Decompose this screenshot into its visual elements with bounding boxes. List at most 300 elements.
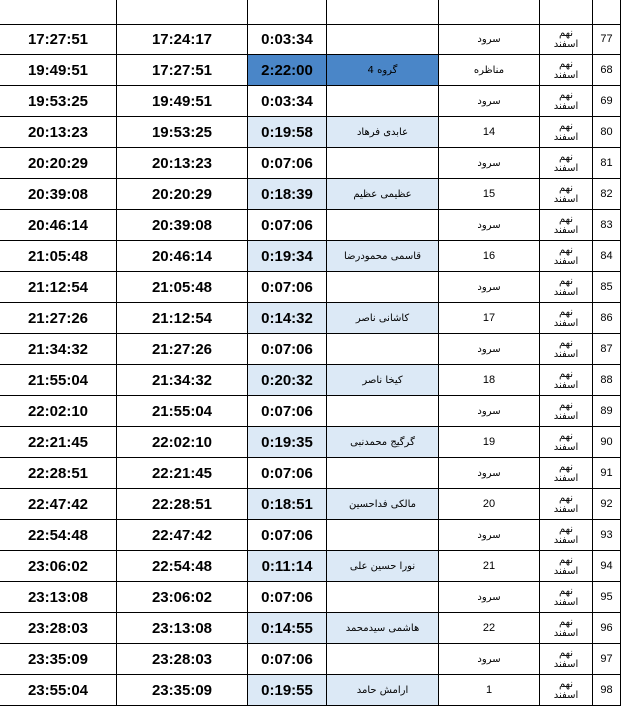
row-number-cell — [593, 272, 621, 303]
table-row — [0, 334, 640, 365]
table-row — [0, 303, 640, 334]
type-cell-text: سرود — [477, 157, 501, 169]
type-cell-text: سرود — [477, 343, 501, 355]
table-row — [0, 458, 640, 489]
end-time-cell — [0, 644, 117, 675]
duration-cell-text: 0:07:06 — [261, 650, 313, 668]
start-time-cell-text: 17:24:17 — [151, 30, 213, 48]
type-cell-text: 22 — [482, 622, 496, 634]
duration-cell — [248, 489, 327, 520]
row-number-cell — [593, 210, 621, 241]
start-time-cell-text: 23:06:02 — [151, 588, 213, 606]
day-cell — [540, 86, 593, 117]
row-number-cell-text: 77 — [600, 33, 613, 45]
day-top-text: نهم — [558, 152, 574, 163]
start-time-cell — [117, 551, 248, 582]
row-number-cell — [593, 551, 621, 582]
start-time-cell-text: 21:34:32 — [151, 371, 213, 389]
duration-cell — [248, 644, 327, 675]
start-time-cell-text: 21:12:54 — [151, 309, 213, 327]
day-top-text: نهم — [558, 679, 574, 690]
start-time-cell — [117, 55, 248, 86]
end-time-cell — [0, 613, 117, 644]
end-time-cell — [0, 675, 117, 706]
start-time-cell-text: 23:28:03 — [151, 650, 213, 668]
table-row — [0, 427, 640, 458]
type-cell — [439, 396, 540, 427]
row-number-cell-text: 91 — [600, 467, 613, 479]
end-time-cell-text: 22:47:42 — [27, 495, 89, 513]
start-time-cell — [117, 458, 248, 489]
end-time-cell-text: 23:28:03 — [27, 619, 89, 637]
end-time-cell — [0, 272, 117, 303]
day-cell — [540, 148, 593, 179]
duration-cell — [248, 427, 327, 458]
column-divider — [438, 0, 439, 24]
type-cell-text: 15 — [482, 188, 496, 200]
type-cell — [439, 86, 540, 117]
day-top-text: نهم — [558, 276, 574, 287]
day-bottom-text: اسفند — [553, 566, 579, 577]
type-cell-text: 17 — [482, 312, 496, 324]
type-cell — [439, 520, 540, 551]
start-time-cell-text: 20:46:14 — [151, 247, 213, 265]
row-number-cell — [593, 24, 621, 55]
duration-cell — [248, 303, 327, 334]
end-time-cell — [0, 24, 117, 55]
row-number-cell — [593, 86, 621, 117]
row-number-cell-text: 93 — [600, 529, 613, 541]
start-time-cell-text: 23:35:09 — [151, 681, 213, 699]
day-cell — [540, 303, 593, 334]
start-time-cell-text: 21:27:26 — [151, 340, 213, 358]
day-bottom-text: اسفند — [553, 194, 579, 205]
duration-cell — [248, 365, 327, 396]
row-number-cell-text: 89 — [600, 405, 613, 417]
row-number-cell-text: 87 — [600, 343, 613, 355]
end-time-cell — [0, 55, 117, 86]
table-row — [0, 210, 640, 241]
end-time-cell — [0, 582, 117, 613]
end-time-cell-text: 19:49:51 — [27, 61, 89, 79]
type-cell-text: سرود — [477, 219, 501, 231]
start-time-cell-text: 19:49:51 — [151, 92, 213, 110]
day-cell — [540, 55, 593, 86]
name-cell-text: گروه 4 — [367, 64, 398, 76]
duration-cell — [248, 210, 327, 241]
row-number-cell — [593, 365, 621, 396]
start-time-cell-text: 22:21:45 — [151, 464, 213, 482]
day-bottom-text: اسفند — [553, 597, 579, 608]
type-cell — [439, 272, 540, 303]
end-time-cell-text: 19:53:25 — [27, 92, 89, 110]
name-cell — [327, 210, 439, 241]
row-number-cell-text: 95 — [600, 591, 613, 603]
end-time-cell — [0, 179, 117, 210]
day-top-text: نهم — [558, 121, 574, 132]
duration-cell-text: 2:22:00 — [261, 61, 313, 79]
end-time-cell — [0, 365, 117, 396]
end-time-cell-text: 22:28:51 — [27, 464, 89, 482]
duration-cell — [248, 551, 327, 582]
start-time-cell — [117, 675, 248, 706]
row-number-cell — [593, 427, 621, 458]
start-time-cell — [117, 334, 248, 365]
duration-cell — [248, 520, 327, 551]
end-time-cell — [0, 427, 117, 458]
start-time-cell — [117, 365, 248, 396]
name-cell — [327, 365, 439, 396]
row-number-cell-text: 85 — [600, 281, 613, 293]
table-row — [0, 613, 640, 644]
end-time-cell-text: 21:12:54 — [27, 278, 89, 296]
day-top-text: نهم — [558, 524, 574, 535]
end-time-cell — [0, 148, 117, 179]
day-cell — [540, 582, 593, 613]
name-cell-text: گرگیج محمدنبی — [350, 436, 415, 448]
name-cell — [327, 241, 439, 272]
name-cell — [327, 613, 439, 644]
start-time-cell-text: 20:39:08 — [151, 216, 213, 234]
name-cell-text: کیخا ناصر — [362, 374, 403, 386]
name-cell-text: قاسمی محمودرضا — [343, 250, 422, 262]
row-number-cell — [593, 179, 621, 210]
table-row — [0, 489, 640, 520]
duration-cell — [248, 117, 327, 148]
day-cell — [540, 644, 593, 675]
day-top-text: نهم — [558, 431, 574, 442]
duration-cell-text: 0:07:06 — [261, 526, 313, 544]
name-cell — [327, 24, 439, 55]
type-cell-text: 20 — [482, 498, 496, 510]
day-cell — [540, 458, 593, 489]
end-time-cell — [0, 241, 117, 272]
duration-cell — [248, 241, 327, 272]
table-row — [0, 179, 640, 210]
name-cell — [327, 272, 439, 303]
type-cell — [439, 179, 540, 210]
day-bottom-text: اسفند — [553, 690, 579, 701]
day-top-text: نهم — [558, 90, 574, 101]
duration-cell-text: 0:19:35 — [261, 433, 313, 451]
name-cell-text: عظیمی عظیم — [353, 188, 412, 200]
type-cell — [439, 458, 540, 489]
name-cell-text: مالکی فداحسین — [348, 498, 417, 510]
day-cell — [540, 396, 593, 427]
column-divider — [247, 0, 248, 24]
day-bottom-text: اسفند — [553, 39, 579, 50]
duration-cell-text: 0:11:14 — [261, 557, 313, 575]
day-cell — [540, 427, 593, 458]
row-number-cell-text: 97 — [600, 653, 613, 665]
name-cell — [327, 117, 439, 148]
end-time-cell-text: 23:35:09 — [27, 650, 89, 668]
end-time-cell — [0, 458, 117, 489]
end-time-cell — [0, 334, 117, 365]
day-bottom-text: اسفند — [553, 659, 579, 670]
row-number-cell-text: 90 — [600, 436, 613, 448]
start-time-cell — [117, 179, 248, 210]
end-time-cell — [0, 551, 117, 582]
name-cell — [327, 55, 439, 86]
end-time-cell-text: 20:20:29 — [27, 154, 89, 172]
table-row — [0, 644, 640, 675]
row-number-cell — [593, 334, 621, 365]
duration-cell — [248, 396, 327, 427]
day-cell — [540, 24, 593, 55]
end-time-cell — [0, 520, 117, 551]
start-time-cell — [117, 117, 248, 148]
end-time-cell — [0, 489, 117, 520]
type-cell — [439, 241, 540, 272]
row-number-cell-text: 94 — [600, 560, 613, 572]
row-number-cell — [593, 489, 621, 520]
end-time-cell-text: 23:55:04 — [27, 681, 89, 699]
row-number-cell — [593, 644, 621, 675]
day-bottom-text: اسفند — [553, 411, 579, 422]
row-number-cell — [593, 520, 621, 551]
duration-cell-text: 0:18:51 — [261, 495, 313, 513]
day-top-text: نهم — [558, 28, 574, 39]
end-time-cell — [0, 117, 117, 148]
type-cell-text: مناظره — [473, 64, 505, 76]
start-time-cell — [117, 489, 248, 520]
start-time-cell — [117, 582, 248, 613]
day-bottom-text: اسفند — [553, 442, 579, 453]
duration-cell — [248, 272, 327, 303]
duration-cell — [248, 55, 327, 86]
name-cell-text: کاشانی ناصر — [355, 312, 410, 324]
day-top-text: نهم — [558, 369, 574, 380]
start-time-cell — [117, 272, 248, 303]
table-row — [0, 86, 640, 117]
table-row — [0, 241, 640, 272]
day-top-text: نهم — [558, 648, 574, 659]
name-cell — [327, 334, 439, 365]
day-bottom-text: اسفند — [553, 70, 579, 81]
end-time-cell-text: 20:39:08 — [27, 185, 89, 203]
duration-cell — [248, 458, 327, 489]
duration-cell-text: 0:07:06 — [261, 402, 313, 420]
start-time-cell-text: 17:27:51 — [151, 61, 213, 79]
day-bottom-text: اسفند — [553, 349, 579, 360]
name-cell — [327, 644, 439, 675]
day-top-text: نهم — [558, 586, 574, 597]
duration-cell-text: 0:14:55 — [261, 619, 313, 637]
end-time-cell-text: 21:55:04 — [27, 371, 89, 389]
day-bottom-text: اسفند — [553, 628, 579, 639]
type-cell — [439, 117, 540, 148]
row-number-cell-text: 96 — [600, 622, 613, 634]
day-cell — [540, 365, 593, 396]
start-time-cell — [117, 210, 248, 241]
end-time-cell-text: 21:27:26 — [27, 309, 89, 327]
row-number-cell-text: 98 — [600, 684, 613, 696]
row-number-cell-text: 80 — [600, 126, 613, 138]
day-top-text: نهم — [558, 307, 574, 318]
duration-cell — [248, 582, 327, 613]
duration-cell-text: 0:07:06 — [261, 216, 313, 234]
row-number-cell — [593, 396, 621, 427]
name-cell — [327, 675, 439, 706]
row-number-cell-text: 88 — [600, 374, 613, 386]
type-cell — [439, 427, 540, 458]
type-cell — [439, 334, 540, 365]
type-cell-text: سرود — [477, 591, 501, 603]
day-bottom-text: اسفند — [553, 380, 579, 391]
end-time-cell — [0, 86, 117, 117]
day-cell — [540, 210, 593, 241]
type-cell-text: سرود — [477, 653, 501, 665]
type-cell — [439, 582, 540, 613]
name-cell — [327, 148, 439, 179]
duration-cell-text: 0:20:32 — [261, 371, 313, 389]
type-cell — [439, 365, 540, 396]
start-time-cell-text: 21:55:04 — [151, 402, 213, 420]
end-time-cell-text: 21:34:32 — [27, 340, 89, 358]
type-cell — [439, 303, 540, 334]
start-time-cell — [117, 86, 248, 117]
day-cell — [540, 675, 593, 706]
start-time-cell-text: 20:13:23 — [151, 154, 213, 172]
type-cell-text: 16 — [482, 250, 496, 262]
type-cell-text: سرود — [477, 95, 501, 107]
day-top-text: نهم — [558, 400, 574, 411]
duration-cell-text: 0:07:06 — [261, 588, 313, 606]
start-time-cell-text: 19:53:25 — [151, 123, 213, 141]
duration-cell — [248, 675, 327, 706]
type-cell — [439, 613, 540, 644]
row-number-cell-text: 84 — [600, 250, 613, 262]
day-bottom-text: اسفند — [553, 132, 579, 143]
row-number-cell — [593, 148, 621, 179]
day-cell — [540, 551, 593, 582]
row-number-cell-text: 86 — [600, 312, 613, 324]
name-cell — [327, 458, 439, 489]
end-time-cell-text: 23:13:08 — [27, 588, 89, 606]
name-cell — [327, 396, 439, 427]
name-cell — [327, 303, 439, 334]
day-bottom-text: اسفند — [553, 535, 579, 546]
day-cell — [540, 272, 593, 303]
row-number-cell-text: 68 — [600, 64, 613, 76]
duration-cell — [248, 24, 327, 55]
table-row — [0, 520, 640, 551]
column-divider — [326, 0, 327, 24]
day-top-text: نهم — [558, 617, 574, 628]
type-cell-text: سرود — [477, 33, 501, 45]
day-cell — [540, 613, 593, 644]
start-time-cell-text: 22:28:51 — [151, 495, 213, 513]
table-row — [0, 582, 640, 613]
day-bottom-text: اسفند — [553, 318, 579, 329]
day-bottom-text: اسفند — [553, 225, 579, 236]
type-cell — [439, 489, 540, 520]
table-row — [0, 24, 640, 55]
name-cell — [327, 551, 439, 582]
name-cell-text: هاشمی سیدمحمد — [345, 622, 420, 634]
day-top-text: نهم — [558, 183, 574, 194]
type-cell — [439, 148, 540, 179]
day-bottom-text: اسفند — [553, 504, 579, 515]
column-divider — [539, 0, 540, 24]
day-cell — [540, 241, 593, 272]
start-time-cell-text: 22:47:42 — [151, 526, 213, 544]
day-bottom-text: اسفند — [553, 101, 579, 112]
name-cell — [327, 427, 439, 458]
type-cell-text: 1 — [485, 684, 493, 696]
duration-cell-text: 0:03:34 — [261, 30, 313, 48]
day-top-text: نهم — [558, 338, 574, 349]
duration-cell-text: 0:14:32 — [261, 309, 313, 327]
day-bottom-text: اسفند — [553, 256, 579, 267]
row-number-cell-text: 83 — [600, 219, 613, 231]
start-time-cell-text: 23:13:08 — [151, 619, 213, 637]
type-cell-text: 19 — [482, 436, 496, 448]
duration-cell — [248, 334, 327, 365]
type-cell — [439, 644, 540, 675]
start-time-cell — [117, 644, 248, 675]
type-cell-text: سرود — [477, 405, 501, 417]
table-row — [0, 272, 640, 303]
duration-cell-text: 0:19:58 — [261, 123, 313, 141]
duration-cell-text: 0:19:55 — [261, 681, 313, 699]
table-row — [0, 396, 640, 427]
type-cell — [439, 210, 540, 241]
day-bottom-text: اسفند — [553, 163, 579, 174]
end-time-cell — [0, 303, 117, 334]
day-cell — [540, 334, 593, 365]
column-divider — [116, 0, 117, 24]
start-time-cell — [117, 613, 248, 644]
column-divider — [592, 0, 593, 24]
row-number-cell — [593, 241, 621, 272]
day-top-text: نهم — [558, 462, 574, 473]
start-time-cell — [117, 396, 248, 427]
row-number-cell-text: 92 — [600, 498, 613, 510]
column-divider — [620, 0, 621, 24]
name-cell — [327, 179, 439, 210]
day-bottom-text: اسفند — [553, 287, 579, 298]
duration-cell — [248, 613, 327, 644]
row-number-cell-text: 81 — [600, 157, 613, 169]
row-number-cell — [593, 303, 621, 334]
table-row — [0, 117, 640, 148]
day-cell — [540, 489, 593, 520]
start-time-cell-text: 20:20:29 — [151, 185, 213, 203]
end-time-cell-text: 22:02:10 — [27, 402, 89, 420]
end-time-cell-text: 20:46:14 — [27, 216, 89, 234]
type-cell — [439, 55, 540, 86]
row-number-cell — [593, 675, 621, 706]
end-time-cell-text: 20:13:23 — [27, 123, 89, 141]
day-cell — [540, 179, 593, 210]
start-time-cell — [117, 427, 248, 458]
start-time-cell — [117, 520, 248, 551]
end-time-cell-text: 23:06:02 — [27, 557, 89, 575]
day-bottom-text: اسفند — [553, 473, 579, 484]
duration-cell-text: 0:03:34 — [261, 92, 313, 110]
duration-cell — [248, 179, 327, 210]
row-number-cell-text: 69 — [600, 95, 613, 107]
type-cell-text: سرود — [477, 467, 501, 479]
duration-cell-text: 0:07:06 — [261, 154, 313, 172]
row-number-cell-text: 82 — [600, 188, 613, 200]
start-time-cell — [117, 303, 248, 334]
start-time-cell — [117, 148, 248, 179]
duration-cell — [248, 86, 327, 117]
type-cell-text: سرود — [477, 281, 501, 293]
